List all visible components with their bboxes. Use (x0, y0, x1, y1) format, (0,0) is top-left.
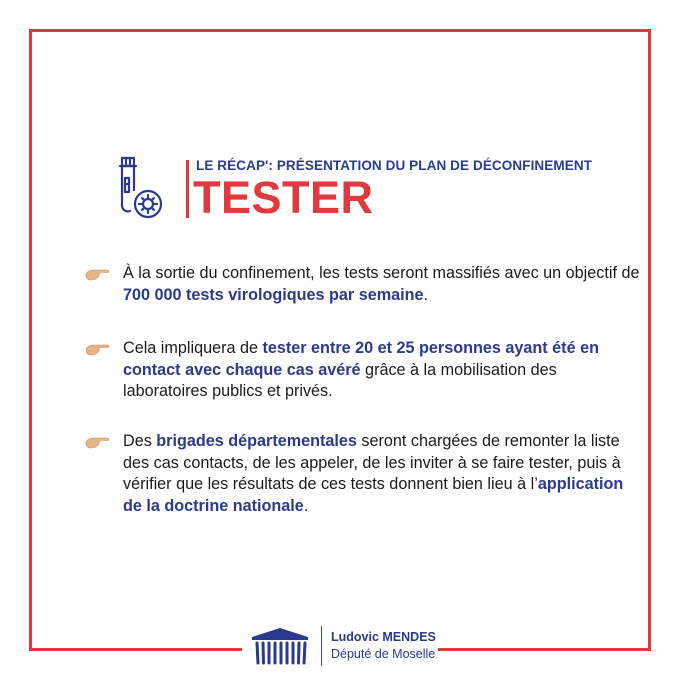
pointing-hand-icon (84, 343, 110, 357)
frame-border-left (29, 29, 32, 651)
highlight-text: 700 000 tests virologiques par semaine (123, 285, 424, 304)
pointing-hand-icon (84, 268, 110, 282)
header-title: TESTER (193, 172, 374, 223)
deputy-role: Député de Moselle (331, 647, 436, 661)
logo-divider (321, 626, 322, 666)
text-segment: Cela impliquera de (123, 339, 263, 357)
deputy-name: Ludovic MENDES (331, 630, 436, 644)
bullet-text (123, 338, 644, 403)
frame-border-right (648, 29, 651, 651)
text-segment: seront chargées de remonter la liste des cas contacts, de les appeler, de les inviter à se faire tester, puis à vérifier que les résultats de ces tests donnent bien lieu à l’ (123, 432, 621, 493)
test-tube-virus-icon (116, 156, 164, 220)
frame-border-bottom-left (29, 648, 242, 651)
highlight-text: application de la doctrine nationale (123, 475, 624, 515)
text-segment: . (423, 285, 429, 304)
header-divider (186, 160, 189, 218)
highlight-text: brigades départementales (156, 432, 357, 450)
frame-border-top (29, 29, 651, 32)
text-segment: Des (123, 432, 157, 450)
pointing-hand-icon (84, 436, 110, 450)
frame-border-bottom-right (438, 648, 651, 651)
text-segment: grâce à la mobilisation des laboratoires publics et privés. (123, 360, 557, 400)
bullet-text (123, 263, 644, 306)
text-segment: À la sortie du confinement, les tests seront massifiés avec un objectif de (123, 264, 640, 282)
assemblee-nationale-logo (250, 625, 310, 667)
highlight-text: tester entre 20 et 25 personnes ayant été en contact avec chaque cas avéré (123, 339, 599, 379)
text-segment: . (303, 496, 309, 515)
bullet-text (123, 431, 644, 517)
header-subtitle: LE RÉCAP': PRÉSENTATION DU PLAN DE DÉCONFINEMENT (196, 158, 593, 173)
